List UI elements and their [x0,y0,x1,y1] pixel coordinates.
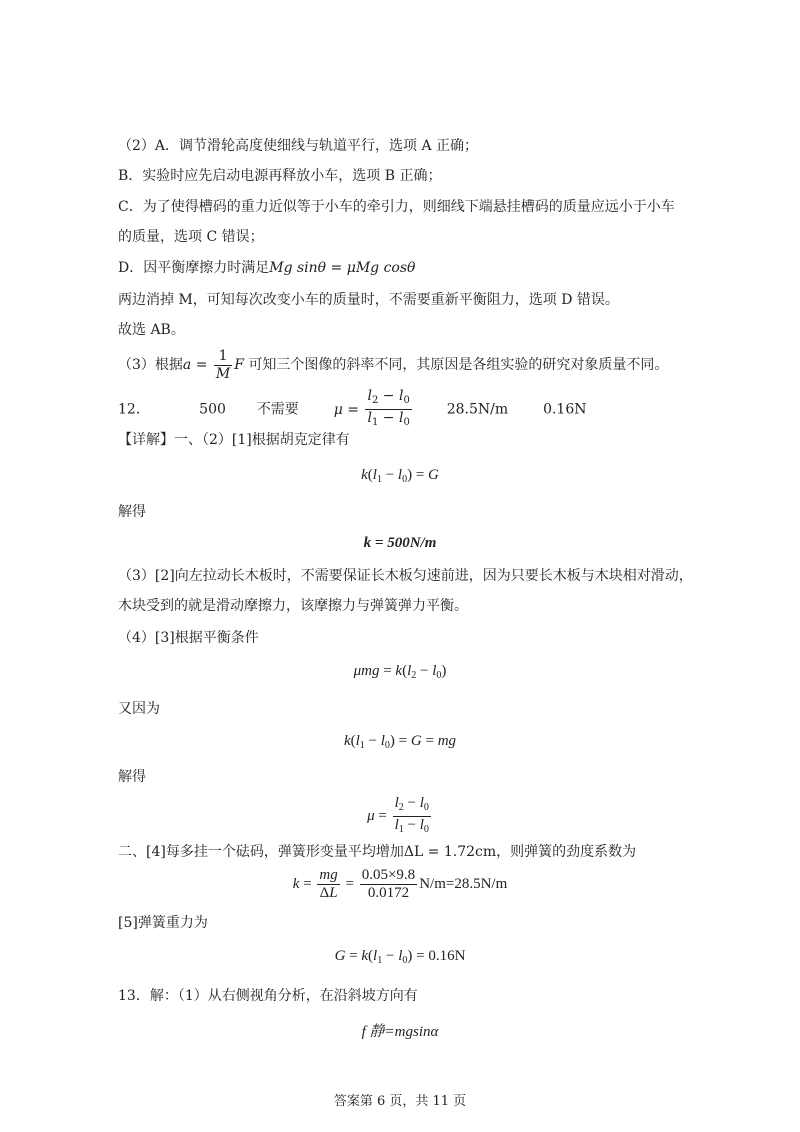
page-footer: 答案第 6 页，共 11 页 [333,1094,467,1109]
equation-hooke: $k(l_1 - l_0) = G$ [361,467,439,485]
line-2b: B．实验时应先启动电源再释放小车，选项 B 正确； [118,168,442,184]
line-3: （3）根据a = $\frac{1}{M}$ F 可知三个图像的斜率不同，其原因是各组实验的研究对象质量不同。 [118,347,669,382]
q12-number: 12. [118,401,141,418]
q13-heading: 13．解：（1）从右侧视角分析，在沿斜坡方向有 [118,988,418,1004]
line-2d [118,258,415,278]
line-3-pre: （3）根据 [118,357,183,373]
para-3-line-2: 木块受到的就是滑动摩擦力，该摩擦力与弹簧弹力平衡。 [118,598,468,614]
q12-answers [118,388,586,431]
para-4: （4）[3]根据平衡条件 [118,630,259,646]
equation-k-calc-result: N/m=28.5N/m [419,875,508,892]
line-2c-cont: 的质量，选项 C 错误； [118,229,264,245]
line-3-post: 可知三个图像的斜率不同，其原因是各组实验的研究对象质量不同。 [248,357,669,373]
line-2d-text: D．因平衡摩擦力时满足 [118,260,270,276]
line-2d-cont: 两边消掉 M，可知每次改变小车的质量时，不需要重新平衡阻力，选项 D 错误。 [118,292,619,308]
q12-answer-5: 0.16N [543,401,587,418]
equation-friction-balance: Mg sinθ = μMg cosθ [269,260,416,276]
para-3-line-1: （3）[2]向左拉动长木板时，不需要保证长木板匀速前进，因为只要长木板与木块相对滑动， [118,568,693,584]
fraction-1-over-M: $\frac{1}{M}$ [215,347,231,382]
detail-heading: 【详解】一、（2）[1]根据胡克定律有 [118,432,350,448]
para-two: 二、[4]每多挂一个砝码，弹簧形变量平均增加ΔL = 1.72cm，则弹簧的劲度系数为 [118,844,637,860]
equation-k-value: k = 500N/m [363,535,437,551]
equation-g-value-result: 0.16N [428,948,466,964]
line-2c: C．为了使得槽码的重力近似等于小车的牵引力，则细线下端悬挂槽码的质量应远小于小车 [118,199,675,215]
q12-answer-3: μ = $\frac{l_2 - l_0}{l_1 - l_0}$ [333,388,410,428]
text-jiede-2: 解得 [118,769,146,785]
para-5: [5]弹簧重力为 [118,915,208,931]
equation-mu: μ = $\frac{l_2 - l_0}{l_1 - l_0}$ [367,795,429,835]
equation-balance: $\mu mg = k(l_2 - l_0)$ [353,663,447,681]
line-2a: （2）A．调节滑轮高度使细线与轨道平行，选项 A 正确； [118,138,479,154]
q12-answer-4: 28.5N/m [446,401,509,418]
line-choice: 故选 AB。 [118,322,185,338]
q12-answer-1: 500 [199,401,226,418]
q12-answer-2: 不需要 [256,401,299,418]
equation-gravity: $k(l_1 - l_0) = G$ = mg [343,733,457,751]
equation-static-friction: f 静=mgsinα [361,1024,439,1040]
text-youyin: 又因为 [118,701,160,717]
equation-g-value: $G = k(l_1 - l_0) = 0.16N$ [334,948,466,966]
equation-k-calc: k = $\frac{mg}{\Delta L}$ = $\frac{0.05\times 9.8}{0.0172}$ N/m=28.5N/m [292,867,508,901]
text-jiede-1: 解得 [118,504,146,520]
